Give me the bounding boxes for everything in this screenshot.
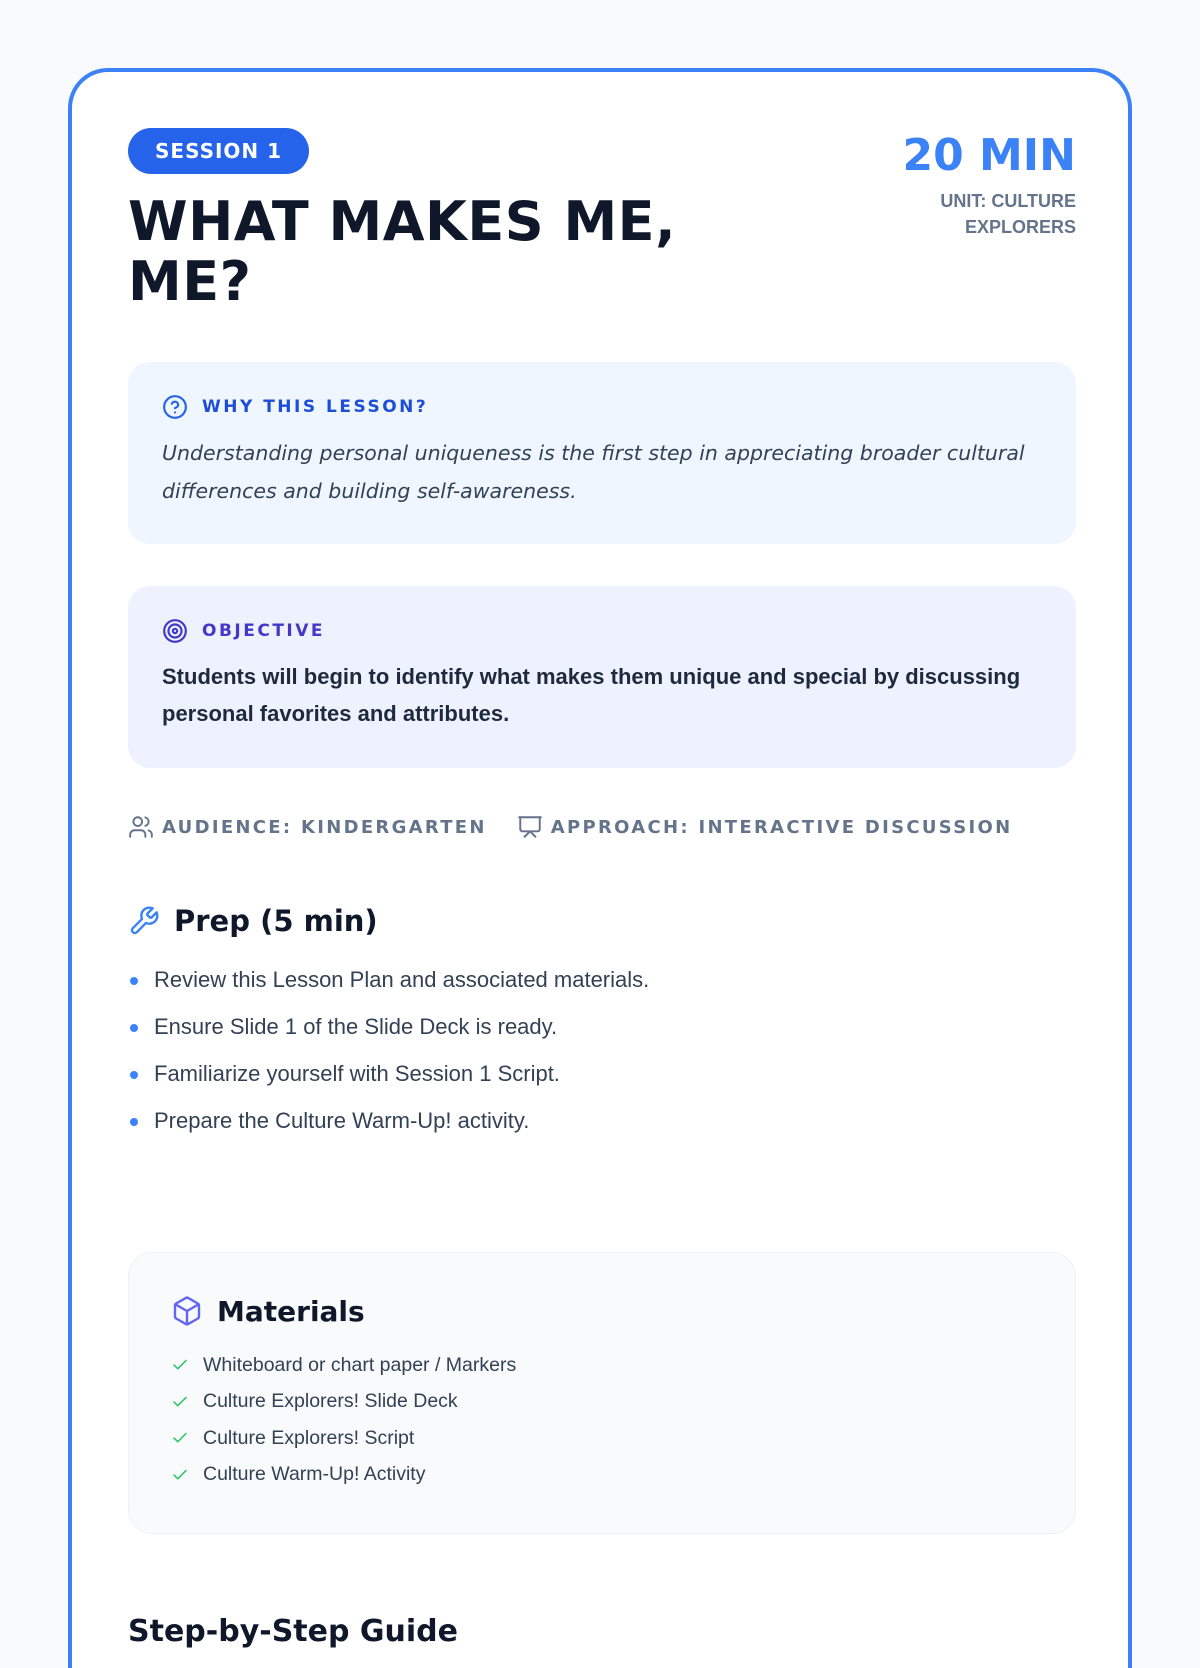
check-icon (171, 1393, 189, 1411)
audience-meta (128, 814, 487, 840)
bullet-dot (130, 1071, 138, 1079)
prep-item (128, 966, 1076, 1013)
material-item (171, 1347, 1033, 1384)
step-by-step-heading: Step-by-Step Guide (128, 1614, 458, 1649)
bullet-dot (130, 1118, 138, 1126)
question-circle-icon (162, 394, 188, 420)
objective-box (128, 586, 1076, 768)
audience-label: AUDIENCE: KINDERGARTEN (162, 816, 487, 838)
material-item (171, 1384, 1033, 1421)
bullet-dot (130, 977, 138, 985)
lesson-content (128, 128, 1076, 1649)
prep-item (128, 1060, 1076, 1107)
why-text: Understanding personal uniqueness is the first step in appreciating broader cultural differences and building self-awareness. (162, 441, 1025, 503)
materials-box (128, 1252, 1076, 1534)
meta-row (128, 814, 1012, 840)
prep-item (128, 1107, 1076, 1154)
wrench-icon (128, 905, 160, 937)
material-item-text: Culture Explorers! Slide Deck (203, 1390, 458, 1413)
materials-heading (171, 1293, 1033, 1329)
prep-title: Prep (5 min) (174, 904, 378, 938)
check-icon (171, 1356, 189, 1374)
materials-list (171, 1347, 1033, 1493)
objective-text: Students will begin to identify what makes them unique and special by discussing personal favorites and attributes. (162, 664, 1021, 726)
material-item-text: Culture Explorers! Script (203, 1426, 415, 1449)
check-icon (171, 1466, 189, 1484)
check-icon (171, 1429, 189, 1447)
presentation-icon (517, 814, 543, 840)
box-icon (171, 1295, 203, 1327)
material-item-text: Culture Warm-Up! Activity (203, 1463, 426, 1486)
prep-item-text: Ensure Slide 1 of the Slide Deck is ready. (154, 1014, 558, 1039)
duration-label: 20 MIN (902, 130, 1076, 181)
session-badge: SESSION 1 (128, 128, 309, 174)
prep-item-text: Prepare the Culture Warm-Up! activity. (154, 1108, 530, 1133)
prep-item-text: Review this Lesson Plan and associated materials. (154, 967, 650, 992)
lesson-title: WHAT MAKES ME, ME? (128, 190, 677, 313)
objective-label-row (162, 616, 1042, 646)
bullet-dot (130, 1024, 138, 1032)
prep-list (128, 966, 1076, 1154)
lesson-header (128, 128, 1076, 328)
users-icon (128, 814, 154, 840)
target-icon (162, 618, 188, 644)
material-item (171, 1420, 1033, 1457)
prep-heading (128, 904, 378, 938)
prep-item-text: Familiarize yourself with Session 1 Script. (154, 1061, 560, 1086)
objective-label: OBJECTIVE (202, 621, 326, 641)
why-label: WHY THIS LESSON? (202, 397, 429, 417)
materials-title: Materials (217, 1294, 365, 1328)
material-item (171, 1457, 1033, 1494)
prep-item (128, 1013, 1076, 1060)
lesson-card (68, 68, 1132, 1668)
approach-label: APPROACH: INTERACTIVE DISCUSSION (550, 816, 1013, 838)
why-label-row (162, 392, 1042, 422)
why-this-lesson-box (128, 362, 1076, 544)
approach-meta (517, 814, 1013, 840)
unit-label: UNIT: CULTURE EXPLORERS (940, 191, 1076, 237)
material-item-text: Whiteboard or chart paper / Markers (203, 1353, 517, 1376)
